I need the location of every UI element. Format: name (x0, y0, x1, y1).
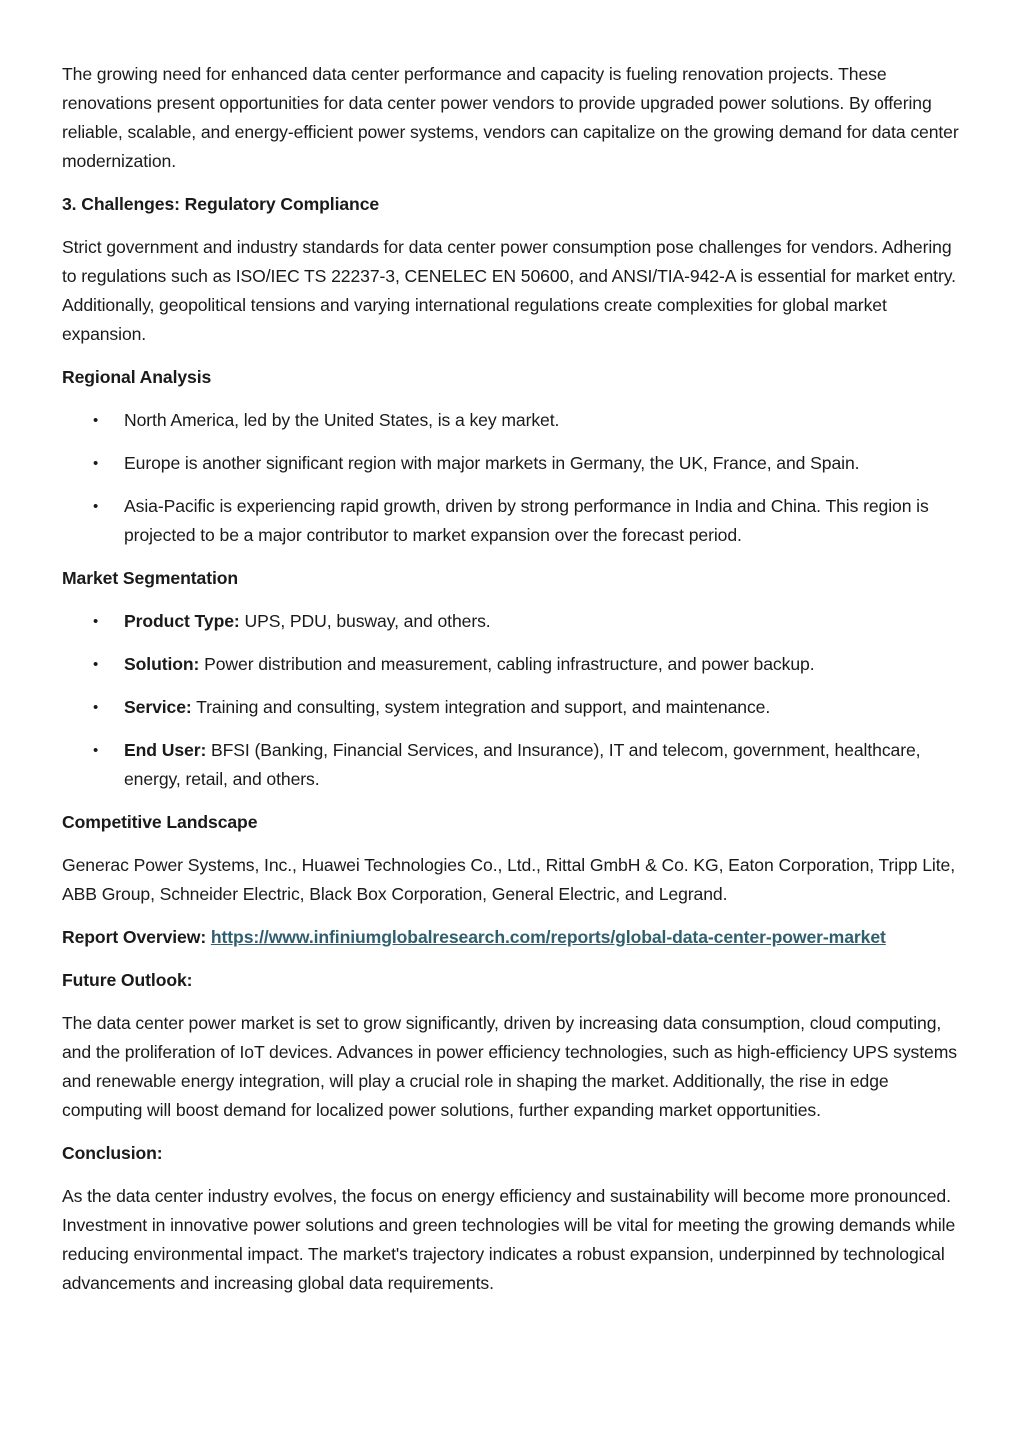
bullet-icon: • (93, 613, 99, 630)
regional-analysis-heading: Regional Analysis (62, 367, 212, 387)
report-overview-link[interactable]: https://www.infiniumglobalresearch.com/reports/global-data-center-power-market (210, 927, 886, 947)
document-page (62, 60, 962, 1312)
list-item-text: Europe is another significant region with major markets in Germany, the UK, France, and Spain. (124, 453, 860, 473)
regional-analysis-list (62, 406, 962, 550)
list-item (62, 607, 962, 636)
market-segmentation-list (62, 607, 962, 794)
list-item (62, 492, 962, 550)
segment-text: BFSI (Banking, Financial Services, and Insurance), IT and telecom, government, healthcare, energy, retail, and others. (124, 740, 921, 789)
segment-text: Training and consulting, system integration and support, and maintenance. (191, 697, 771, 717)
list-item-text: North America, led by the United States, is a key market. (124, 410, 560, 430)
bullet-icon: • (93, 656, 99, 673)
segment-label: Product Type: (124, 611, 240, 631)
list-item (62, 650, 962, 679)
market-segmentation-heading: Market Segmentation (62, 568, 239, 588)
bullet-icon: • (93, 455, 99, 472)
segment-label: Solution: (124, 654, 200, 674)
challenges-paragraph: Strict government and industry standards for data center power consumption pose challenges for vendors. Adhering to regulations such as ISO/IEC TS 22237-3, CENELEC EN 50600, and ANSI/TIA-942-A is essential for market entry. Additionally, geopolitical tensions and varying international regulations create complexities for global market expansion. (62, 237, 956, 344)
bullet-icon: • (93, 699, 99, 716)
report-overview-label: Report Overview: (62, 927, 207, 947)
bullet-icon: • (93, 742, 99, 759)
conclusion-heading: Conclusion: (62, 1143, 163, 1163)
bullet-icon: • (93, 498, 99, 515)
list-item (62, 449, 962, 478)
segment-text: UPS, PDU, busway, and others. (239, 611, 491, 631)
report-overview (62, 923, 962, 952)
conclusion-paragraph: As the data center industry evolves, the focus on energy efficiency and sustainability will become more pronounced. Investment in innovative power solutions and green technologies will be vital for meeting the growing demands while reducing environmental impact. The market's trajectory indicates a robust expansion, underpinned by technological advancements and increasing global data requirements. (62, 1186, 956, 1293)
competitive-landscape-heading: Competitive Landscape (62, 812, 258, 832)
list-item (62, 693, 962, 722)
future-outlook-heading: Future Outlook: (62, 970, 193, 990)
intro-paragraph: The growing need for enhanced data center performance and capacity is fueling renovation projects. These renovations present opportunities for data center power vendors to provide upgraded power solutions. By offering reliable, scalable, and energy-efficient power systems, vendors can capitalize on the growing demand for data center modernization. (62, 64, 959, 171)
future-outlook-paragraph: The data center power market is set to grow significantly, driven by increasing data consumption, cloud computing, and the proliferation of IoT devices. Advances in power efficiency technologies, such as high-efficiency UPS systems and renewable energy integration, will play a crucial role in shaping the market. Additionally, the rise in edge computing will boost demand for localized power solutions, further expanding market opportunities. (62, 1013, 957, 1120)
competitive-landscape-paragraph: Generac Power Systems, Inc., Huawei Technologies Co., Ltd., Rittal GmbH & Co. KG, Eaton Corporation, Tripp Lite, ABB Group, Schneider Electric, Black Box Corporation, General Electric, and Legrand. (62, 855, 956, 904)
challenges-heading: 3. Challenges: Regulatory Compliance (62, 194, 380, 214)
segment-text: Power distribution and measurement, cabling infrastructure, and power backup. (199, 654, 815, 674)
segment-label: Service: (124, 697, 192, 717)
list-item-text: Asia-Pacific is experiencing rapid growth, driven by strong performance in India and China. This region is projected to be a major contributor to market expansion over the forecast period. (124, 496, 929, 545)
bullet-icon: • (93, 412, 99, 429)
segment-label: End User: (124, 740, 207, 760)
list-item (62, 736, 962, 794)
list-item (62, 406, 962, 435)
